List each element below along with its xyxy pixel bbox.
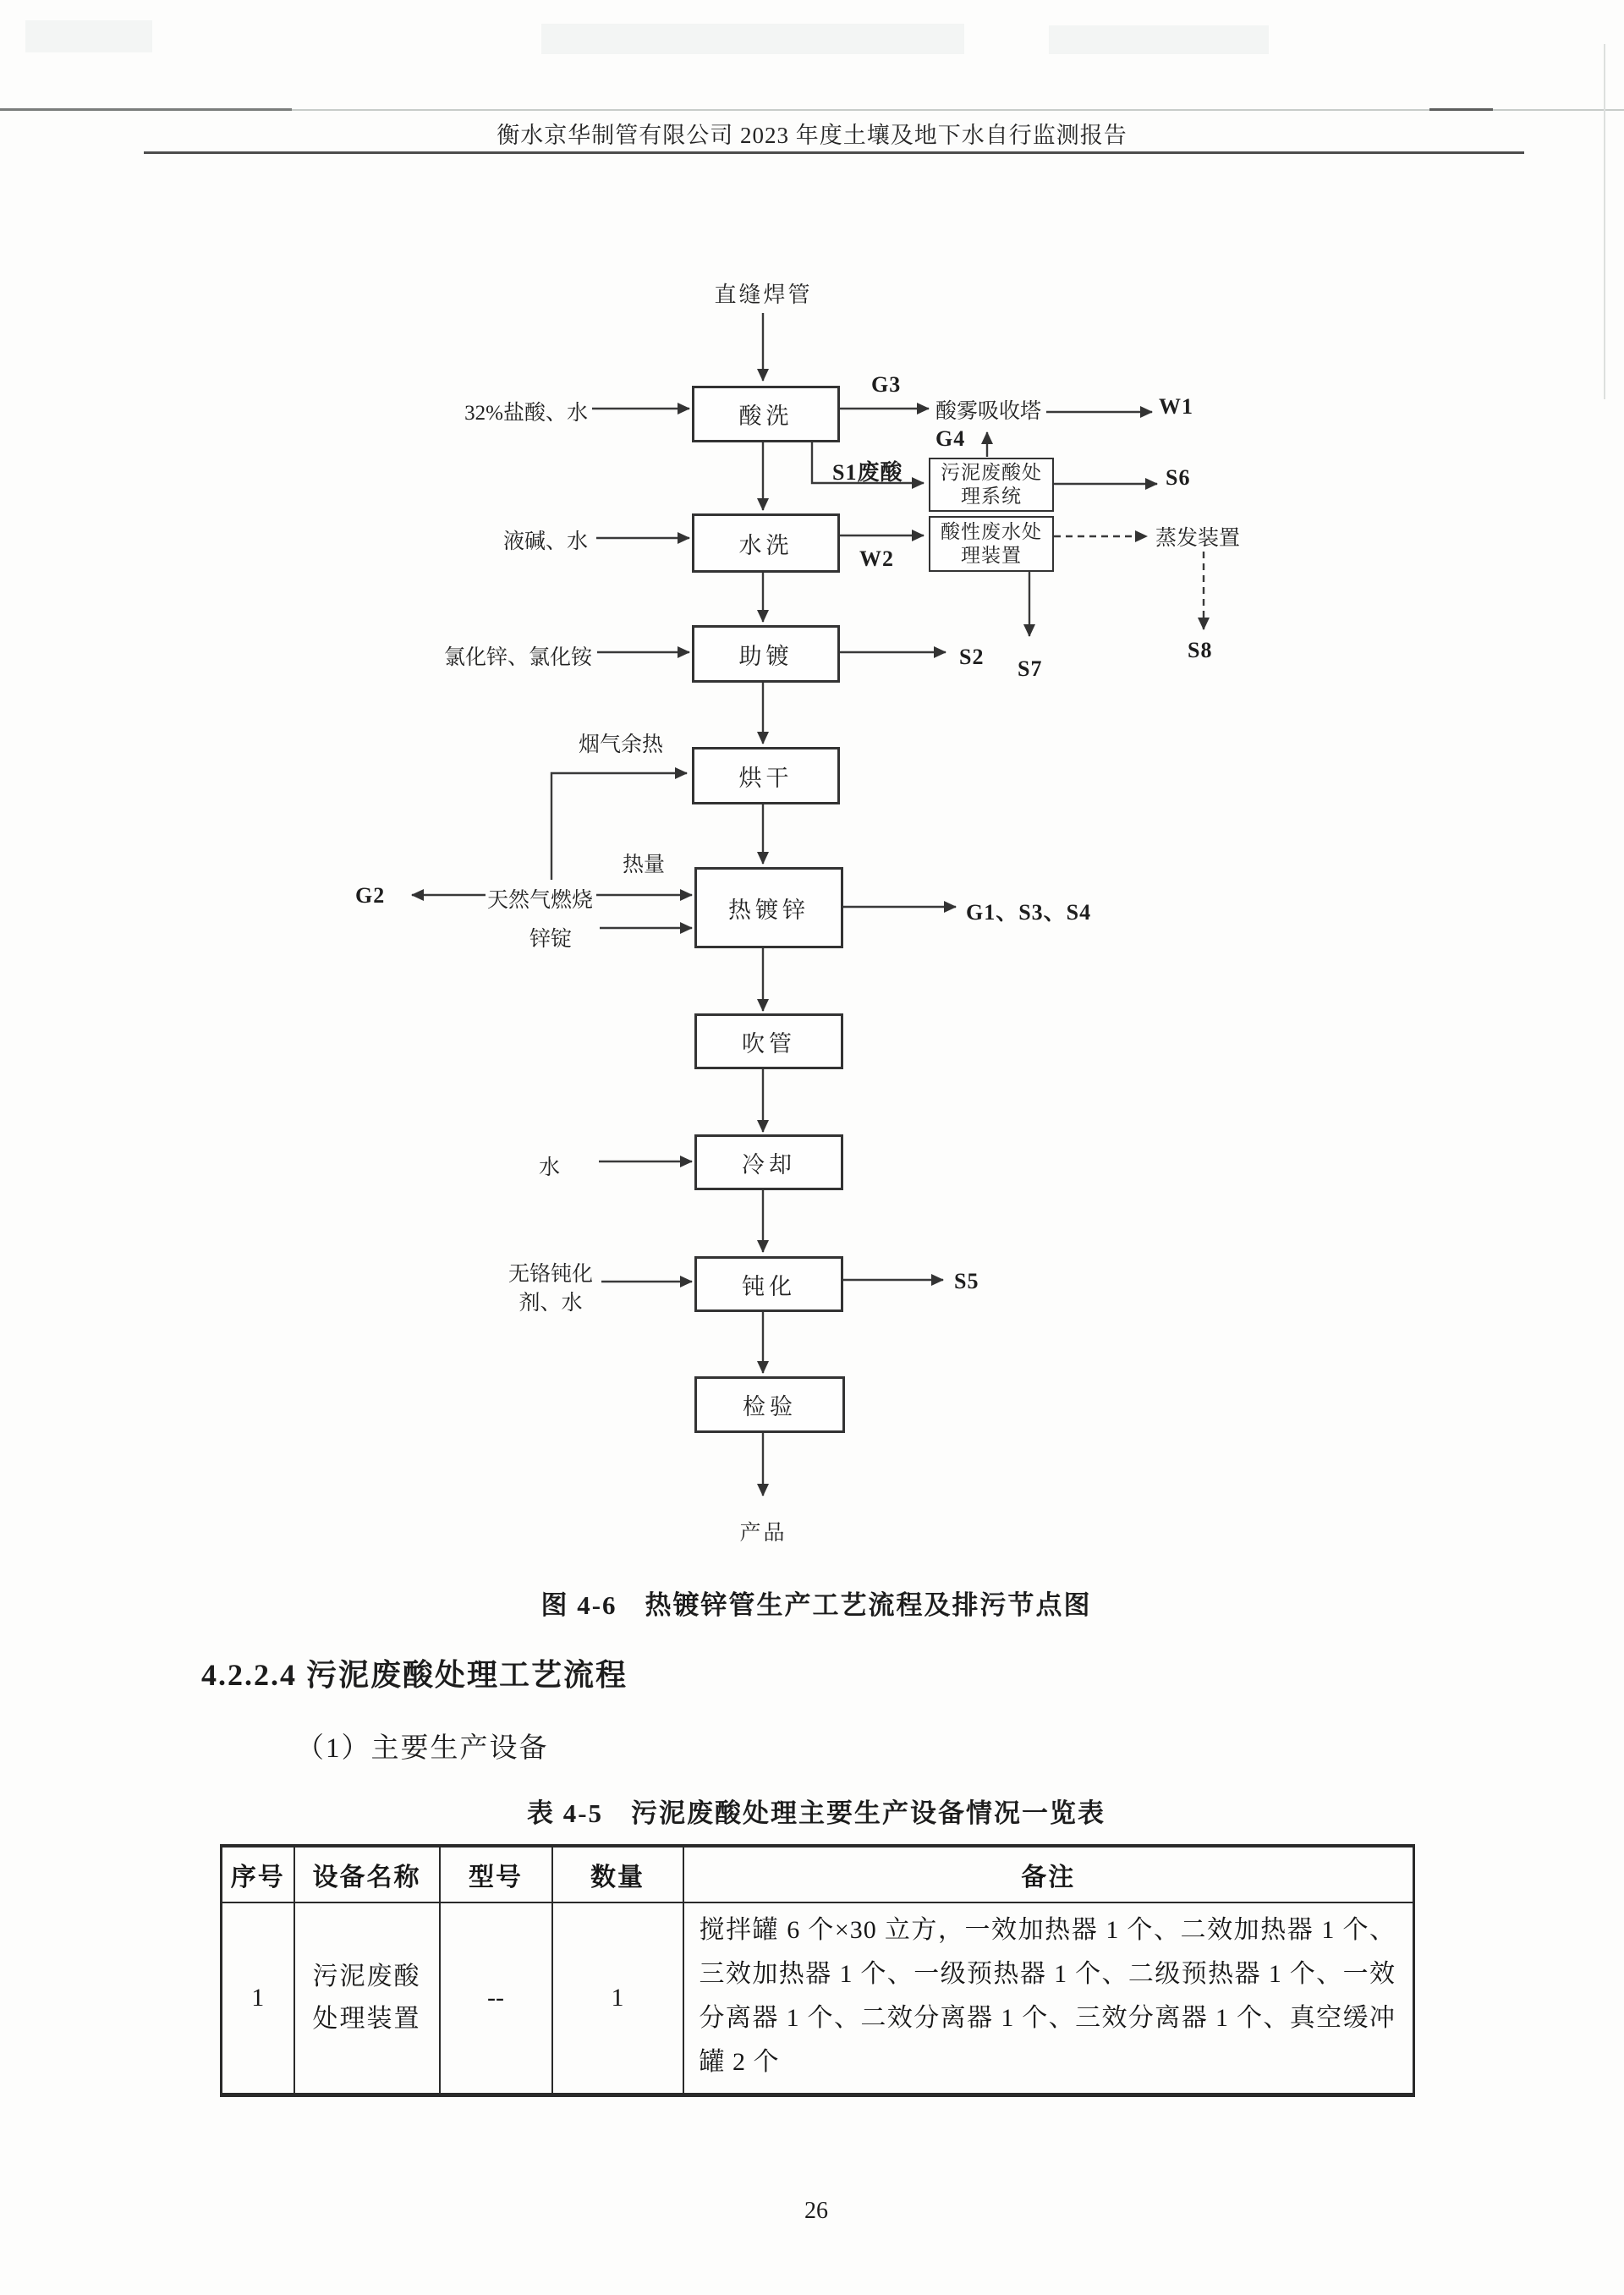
flow-code-s5: S5 bbox=[954, 1269, 979, 1293]
passivator-line2: 剂、水 bbox=[518, 1292, 583, 1315]
table-header-row bbox=[222, 1846, 1414, 1902]
flow-code-s8: S8 bbox=[1188, 638, 1213, 662]
flow-input-natural-gas: 天然气燃烧 bbox=[487, 889, 594, 912]
cell-equipment-name bbox=[294, 1902, 440, 2095]
acid-wastewater-line2: 理装置 bbox=[961, 545, 1022, 566]
flow-label-heat: 热量 bbox=[623, 854, 666, 876]
table-row bbox=[222, 1902, 1414, 2095]
flow-code-s2: S2 bbox=[959, 645, 985, 669]
cell-quantity: 1 bbox=[552, 1902, 683, 2095]
flow-box-blow-pipe: 吹管 bbox=[694, 1013, 843, 1069]
flow-box-galvanizing: 热镀锌 bbox=[694, 867, 843, 948]
flow-input-zinc-ingot: 锌锭 bbox=[529, 928, 573, 951]
acid-wastewater-line1: 酸性废水处 bbox=[941, 521, 1042, 542]
flow-box-drying: 烘干 bbox=[692, 747, 840, 804]
flow-code-g3: G3 bbox=[871, 372, 902, 397]
flow-box-water-wash: 水洗 bbox=[692, 513, 840, 573]
flow-input-lye: 液碱、水 bbox=[502, 530, 588, 553]
scan-smudge bbox=[541, 24, 964, 54]
page-number: 26 bbox=[804, 2198, 828, 2224]
flow-label-flue-gas-heat: 烟气余热 bbox=[579, 733, 664, 756]
flow-box-passivation: 钝化 bbox=[694, 1256, 843, 1312]
col-header-model: 型号 bbox=[440, 1846, 552, 1902]
flow-input-passivator bbox=[502, 1260, 599, 1318]
flow-product-label: 产品 bbox=[739, 1522, 787, 1545]
report-header-title: 衡水京华制管有限公司 2023 年度土壤及地下水自行监测报告 bbox=[497, 123, 1127, 148]
equipment-table bbox=[220, 1844, 1415, 2097]
flow-code-w2: W2 bbox=[859, 546, 894, 571]
flow-code-g1-s3-s4: G1、S3、S4 bbox=[966, 900, 1092, 925]
equipment-name-line1: 污泥废酸 bbox=[312, 1963, 421, 1990]
section-heading: 4.2.2.4 污泥废酸处理工艺流程 bbox=[201, 1658, 628, 1692]
table-title: 表 4-5 污泥废酸处理主要生产设备情况一览表 bbox=[526, 1798, 1106, 1828]
header-rule bbox=[144, 151, 1524, 154]
flow-code-s7: S7 bbox=[1018, 656, 1043, 681]
scan-smudge bbox=[25, 20, 152, 52]
sludge-acid-system-line1: 污泥废酸处 bbox=[941, 462, 1042, 483]
flow-input-hcl: 32%盐酸、水 bbox=[464, 402, 588, 425]
scan-vertical-line bbox=[1604, 44, 1605, 399]
col-header-quantity: 数量 bbox=[552, 1846, 683, 1902]
cell-remark: 搅拌罐 6 个×30 立方，一效加热器 1 个、二效加热器 1 个、三效加热器 1 个、一级预热器 1 个、二级预热器 1 个、一效分离器 1 个、二效分离器 1 个、三效分离器 1 个、真空缓冲罐 2 个 bbox=[683, 1902, 1414, 2095]
flow-code-s1: S1废酸 bbox=[832, 460, 903, 485]
col-header-remark: 备注 bbox=[683, 1846, 1414, 1902]
flow-code-s6: S6 bbox=[1166, 465, 1191, 490]
flow-box-sludge-acid-system bbox=[929, 458, 1054, 512]
scan-edge-line-dark bbox=[0, 108, 292, 111]
scan-smudge bbox=[1049, 25, 1269, 54]
flow-box-pickling: 酸洗 bbox=[692, 386, 840, 442]
section-item-1: （1）主要生产设备 bbox=[296, 1733, 549, 1764]
flow-text-evaporator: 蒸发装置 bbox=[1155, 527, 1241, 550]
col-header-index: 序号 bbox=[222, 1846, 294, 1902]
cell-index: 1 bbox=[222, 1902, 294, 2095]
flow-box-acid-wastewater-unit bbox=[929, 516, 1054, 572]
figure-caption: 图 4-6 热镀锌管生产工艺流程及排污节点图 bbox=[540, 1590, 1092, 1620]
passivator-line1: 无铬钝化 bbox=[508, 1263, 593, 1286]
flow-code-g4: G4 bbox=[935, 426, 966, 451]
cell-model: -- bbox=[440, 1902, 552, 2095]
flow-text-acid-mist-tower: 酸雾吸收塔 bbox=[935, 400, 1042, 423]
equipment-name-line2: 处理装置 bbox=[312, 2005, 421, 2033]
flow-input-flux-salts: 氯化锌、氯化铵 bbox=[443, 646, 592, 669]
col-header-equipment-name: 设备名称 bbox=[294, 1846, 440, 1902]
flow-code-w1: W1 bbox=[1159, 394, 1193, 419]
flow-box-fluxing: 助镀 bbox=[692, 625, 840, 683]
flow-source-label: 直缝焊管 bbox=[714, 283, 813, 307]
flow-box-cooling: 冷却 bbox=[694, 1134, 843, 1190]
flow-code-g2: G2 bbox=[355, 883, 386, 908]
flow-box-inspection: 检验 bbox=[694, 1376, 845, 1433]
flow-input-water: 水 bbox=[539, 1156, 561, 1179]
scan-edge-line-dark bbox=[1429, 108, 1493, 111]
sludge-acid-system-line2: 理系统 bbox=[961, 486, 1022, 507]
